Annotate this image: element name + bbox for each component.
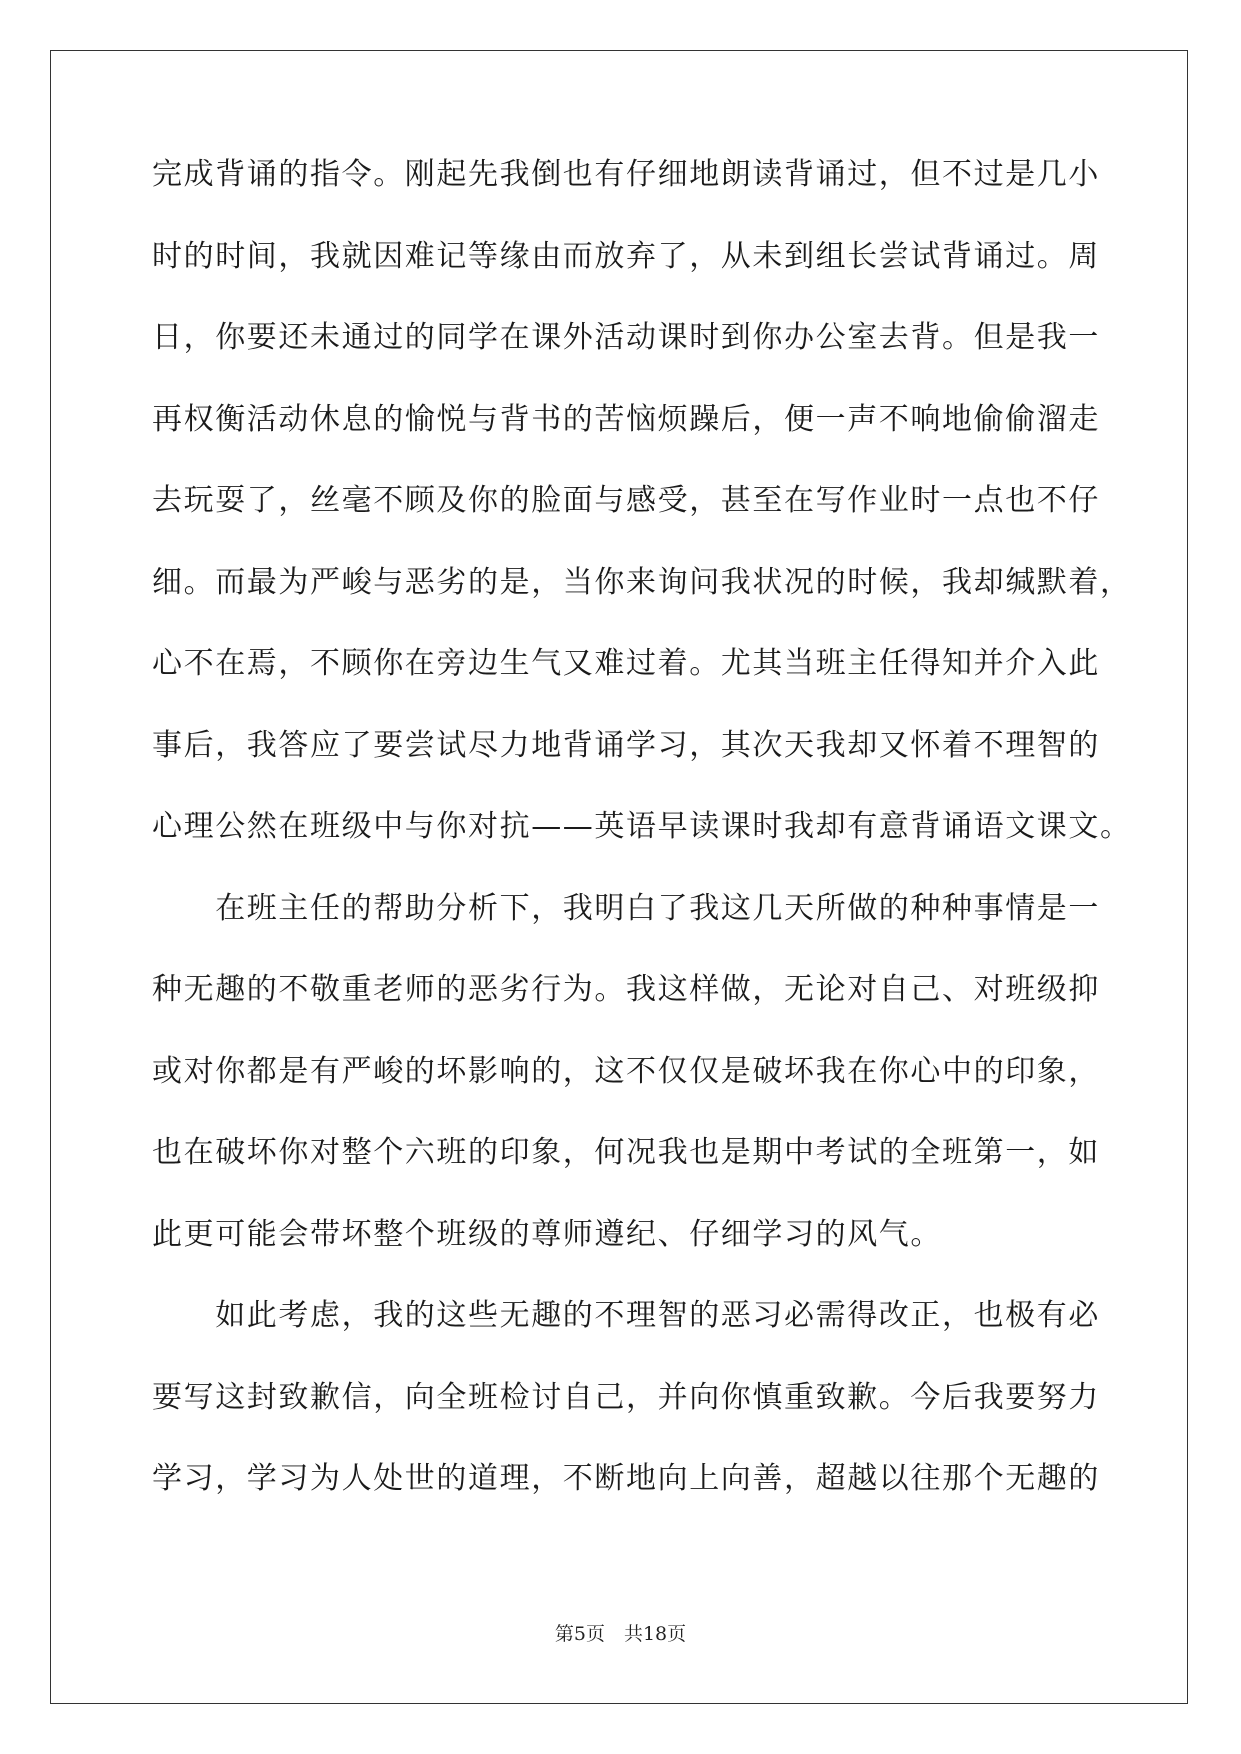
text-line: 日，你要还未通过的同学在课外活动课时到你办公室去背。但是我一 bbox=[152, 320, 1100, 355]
text-line: 如此考虑，我的这些无趣的不理智的恶习必需得改正，也极有必 bbox=[152, 1298, 1100, 1333]
text-line: 种无趣的不敬重老师的恶劣行为。我这样做，无论对自己、对班级抑 bbox=[152, 972, 1100, 1007]
text-line: 细。而最为严峻与恶劣的是，当你来询问我状况的时候，我却缄默着， bbox=[152, 564, 1132, 600]
page-number: 第5页 共18页 bbox=[554, 1623, 687, 1645]
text-line: 要写这封致歉信，向全班检讨自己，并向你慎重致歉。今后我要努力 bbox=[152, 1379, 1100, 1415]
text-line: 去玩耍了，丝毫不顾及你的脸面与感受，甚至在写作业时一点也不仔 bbox=[152, 483, 1100, 518]
text-line: 或对你都是有严峻的坏影响的，这不仅仅是破坏我在你心中的印象， bbox=[152, 1053, 1100, 1089]
text-line: 此更可能会带坏整个班级的尊师遵纪、仔细学习的风气。 bbox=[152, 1216, 942, 1252]
document-body bbox=[152, 157, 1132, 1546]
text-line: 再权衡活动休息的愉悦与背书的苦恼烦躁后，便一声不响地偷偷溜走 bbox=[152, 401, 1100, 437]
text-line: 在班主任的帮助分析下，我明白了我这几天所做的种种事情是一 bbox=[152, 890, 1100, 926]
text-line: 完成背诵的指令。刚起先我倒也有仔细地朗读背诵过，但不过是几小 bbox=[152, 157, 1100, 192]
text-line: 时的时间，我就因难记等缘由而放弃了，从未到组长尝试背诵过。周 bbox=[152, 238, 1100, 274]
text-line: 心不在焉，不顾你在旁边生气又难过着。尤其当班主任得知并介入此 bbox=[152, 646, 1100, 681]
text-line: 学习，学习为人处世的道理，不断地向上向善，超越以往那个无趣的 bbox=[152, 1461, 1100, 1496]
text-line: 也在破坏你对整个六班的印象，何况我也是期中考试的全班第一，如 bbox=[152, 1135, 1100, 1170]
text-line: 事后，我答应了要尝试尽力地背诵学习，其次天我却又怀着不理智的 bbox=[152, 727, 1100, 763]
text-line: 心理公然在班级中与你对抗——英语早读课时我却有意背诵语文课文。 bbox=[152, 809, 1132, 844]
